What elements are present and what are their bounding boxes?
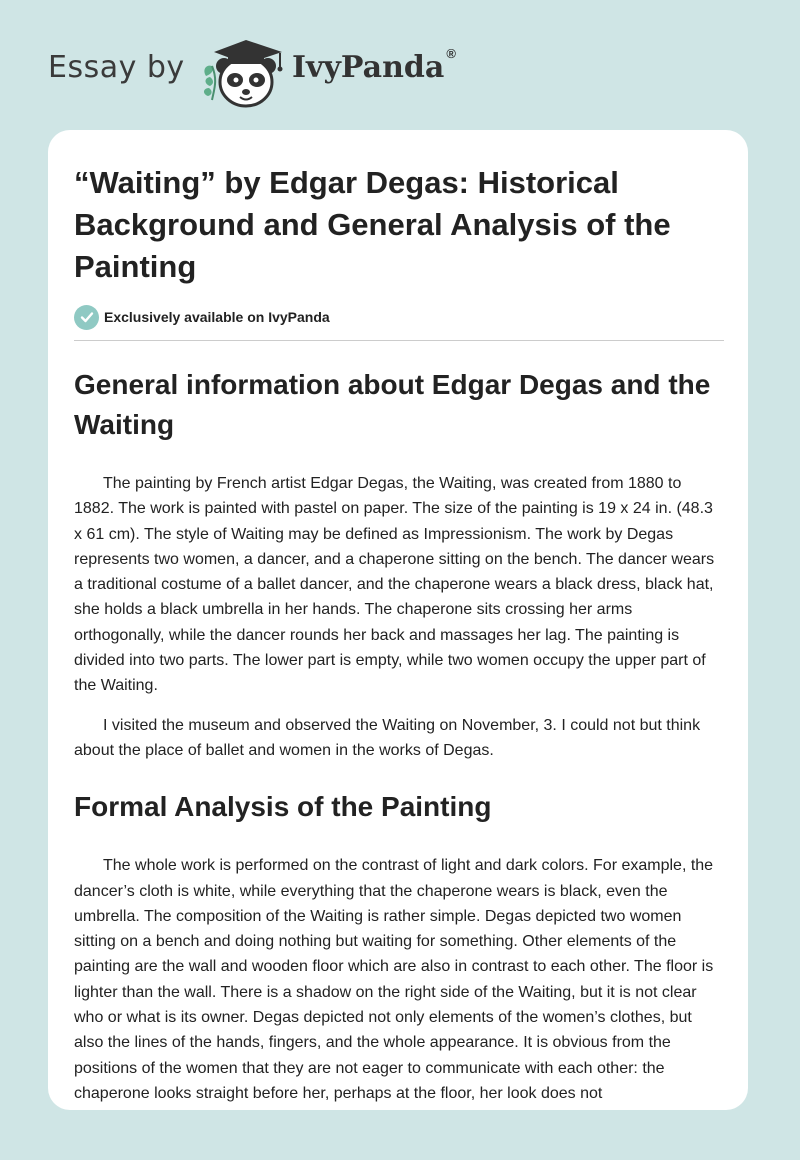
essay-by-label: Essay by [48, 50, 185, 85]
paragraph: The painting by French artist Edgar Degas, the Waiting, was created from 1880 to 1882. The work is painted with pastel on paper. The size of the painting is 19 x 24 in. (48.3 x 61 cm). The style of Waiting may be defined as Impressionism. The work by Degas represents two women, a dancer, and a chaperone sitting on the bench. The dancer wears a traditional costume of a ballet dancer, and the chaperone wears a black dress, black hat, she holds a black umbrella in her hands. The chaperone sits crossing her arms orthogonally, while the dancer rounds her back and massages her lag. The painting is divided into two parts. The lower part is empty, while two women occupy the upper part of the Waiting. [74, 475, 715, 695]
section-formal-analysis [74, 787, 724, 1106]
paragraph: The whole work is performed on the contrast of light and dark colors. For example, the dancer’s cloth is white, while everything that the chaperone wears is black, even the umbrella. The composition of the Waiting is rather simple. Degas depicted two women sitting on a bench and doing nothing but waiting for something. Other elements of the painting are the wall and wooden floor which are also in contrast to each other. The floor is lighter than the wall. There is a shadow on the right side of the Waiting, but it is not clear who or what is its owner. Degas depicted not only elements of the women’s clothes, but also the lines of the hands, fingers, and the whole appearance. It is obvious from the positions of the women that they are not eager to communicate with each other: the chaperone looks straight before her, perhaps at the floor, her look does not [74, 857, 714, 1102]
exclusive-badge-label: Exclusively available on IvyPanda [104, 309, 330, 325]
article-title: “Waiting” by Edgar Degas: Historical Background and General Analysis of the Painting [74, 165, 671, 284]
title-divider [74, 340, 724, 341]
section-heading: Formal Analysis of the Painting [74, 791, 492, 823]
site-header [0, 0, 800, 130]
exclusive-badge [74, 304, 724, 330]
section-general-information [74, 365, 724, 763]
brand-name[interactable]: IvyPanda ® [292, 46, 456, 85]
registered-mark: ® [446, 46, 456, 61]
paragraph: I visited the museum and observed the Waiting on November, 3. I could not but think about the place of ballet and women in the works of Degas. [74, 716, 701, 759]
article-card [48, 130, 748, 1110]
panda-logo-icon[interactable] [200, 36, 286, 112]
section-heading: General information about Edgar Degas and the Waiting [74, 369, 711, 440]
checkmark-icon [74, 305, 99, 330]
